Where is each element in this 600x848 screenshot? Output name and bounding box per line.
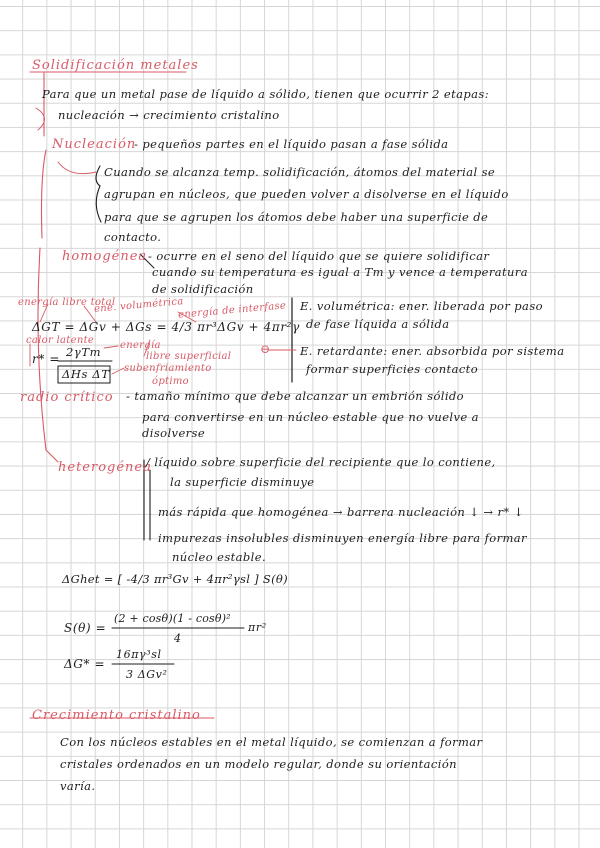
ann-optimo: óptimo bbox=[152, 376, 189, 387]
formula-s-theta-num: (2 + cosθ)(1 - cosθ)² bbox=[114, 612, 231, 625]
ann-subenfriamiento: subenfriamiento bbox=[124, 363, 212, 374]
side-volumetrica-l2: de fase líquida a sólida bbox=[306, 317, 450, 331]
tree-line-homogenea bbox=[42, 150, 47, 238]
nucleacion-definition: - pequeños partes en el líquido pasan a fase sólida bbox=[134, 137, 449, 151]
heterogenea-heading: heterogénea bbox=[58, 460, 152, 475]
radio-critico-l3: disolverse bbox=[142, 426, 206, 440]
intro-line-2: nucleación → crecimiento cristalino bbox=[58, 108, 280, 122]
r-star-denominator: ΔHs ΔT bbox=[62, 367, 110, 381]
r-star-numerator: 2γTm bbox=[66, 345, 102, 359]
radio-critico-l2: para convertirse en un núcleo estable que no vuelve a bbox=[142, 410, 479, 424]
leader-energia bbox=[104, 346, 118, 348]
minus-circle-icon: ⊖ bbox=[260, 342, 271, 356]
homogenea-line-3: de solidificación bbox=[152, 282, 254, 296]
bracket-nucleacion bbox=[96, 166, 101, 222]
heterogenea-line-4: impurezas insolubles disminuyen energía libre para formar bbox=[158, 531, 527, 545]
tree-arrow-rest bbox=[36, 108, 45, 130]
ann-energia-libre-total: energía libre total bbox=[18, 297, 116, 308]
ann-ene-volumetrica: ene. volumétrica bbox=[93, 296, 184, 315]
ann-energia-interfase: energía de interfase bbox=[177, 300, 287, 321]
side-retardante-l1: E. retardante: ener. absorbida por sistema bbox=[300, 344, 565, 358]
formula-s-theta-tail: πr² bbox=[248, 621, 267, 634]
nucleacion-p1-l2: agrupan en núcleos, que pueden volver a disolverse en el líquido bbox=[104, 187, 509, 201]
heterogenea-line-2: la superficie disminuye bbox=[170, 475, 315, 489]
formula-dg-star-den: 3 ΔGv² bbox=[126, 668, 168, 681]
nucleacion-p1-l1: Cuando se alcanza temp. solidificación, átomos del material se bbox=[104, 165, 496, 179]
side-volumetrica-l1: E. volumétrica: ener. liberada por paso bbox=[300, 299, 543, 313]
heterogenea-line-1: / líquido sobre superficie del recipiente que lo contiene, bbox=[146, 455, 496, 469]
formula-dg-star-num: 16πγ³sl bbox=[116, 648, 162, 661]
crecimiento-line-3: varía. bbox=[60, 779, 96, 793]
crecimiento-heading: Crecimiento cristalino bbox=[32, 708, 201, 723]
radio-critico-l1: - tamaño mínimo que debe alcanzar un embrión sólido bbox=[126, 389, 465, 403]
heterogenea-line-3: más rápida que homogénea → barrera nucleación ↓ → r* ↓ bbox=[158, 505, 524, 519]
nucleacion-p2-l1: para que se agrupen los átomos debe haber una superficie de bbox=[104, 210, 489, 224]
formula-s-theta-lhs: S(θ) = bbox=[64, 621, 107, 635]
r-star-label: r* = bbox=[32, 352, 61, 366]
page-title: Solidificación metales bbox=[32, 58, 199, 73]
ann-calor-latente: calor latente bbox=[26, 335, 95, 346]
crecimiento-line-2: cristales ordenados en un modelo regular, donde su orientación bbox=[60, 757, 457, 771]
side-retardante-l2: formar superficies contacto bbox=[306, 362, 479, 376]
leader-sub bbox=[112, 368, 124, 374]
homogenea-line-1: - ocurre en el seno del líquido que se quiere solidificar bbox=[148, 249, 490, 263]
heterogenea-line-5: núcleo estable. bbox=[172, 550, 267, 564]
homogenea-line-2: cuando su temperatura es igual a Tm y vence a temperatura bbox=[152, 265, 528, 279]
formula-s-theta-den: 4 bbox=[174, 632, 182, 645]
formula-dg-het: ΔGhet = [ -4/3 πr³Gv + 4πr²γsl ] S(θ) bbox=[62, 572, 288, 586]
ann-libre-superficial: libre superficial bbox=[146, 351, 232, 362]
nucleacion-heading: Nucleación bbox=[52, 137, 137, 152]
crecimiento-line-1: Con los núcleos estables en el metal líquido, se comienzan a formar bbox=[60, 735, 483, 749]
arrow-nucleacion bbox=[58, 162, 96, 174]
intro-line-1: Para que un metal pase de líquido a sólido, tienen que ocurrir 2 etapas: bbox=[42, 87, 489, 101]
radio-critico-heading: radio crítico bbox=[20, 390, 114, 405]
homogenea-formula: ΔGT = ΔGv + ΔGs = 4/3 πr³ΔGv + 4πr²γ bbox=[32, 320, 300, 334]
ann-energia: energía bbox=[120, 340, 161, 351]
formula-dg-star-lhs: ΔG* = bbox=[64, 657, 106, 671]
nucleacion-p2-l2: contacto. bbox=[104, 230, 162, 244]
homogenea-heading: homogénea bbox=[62, 249, 148, 264]
